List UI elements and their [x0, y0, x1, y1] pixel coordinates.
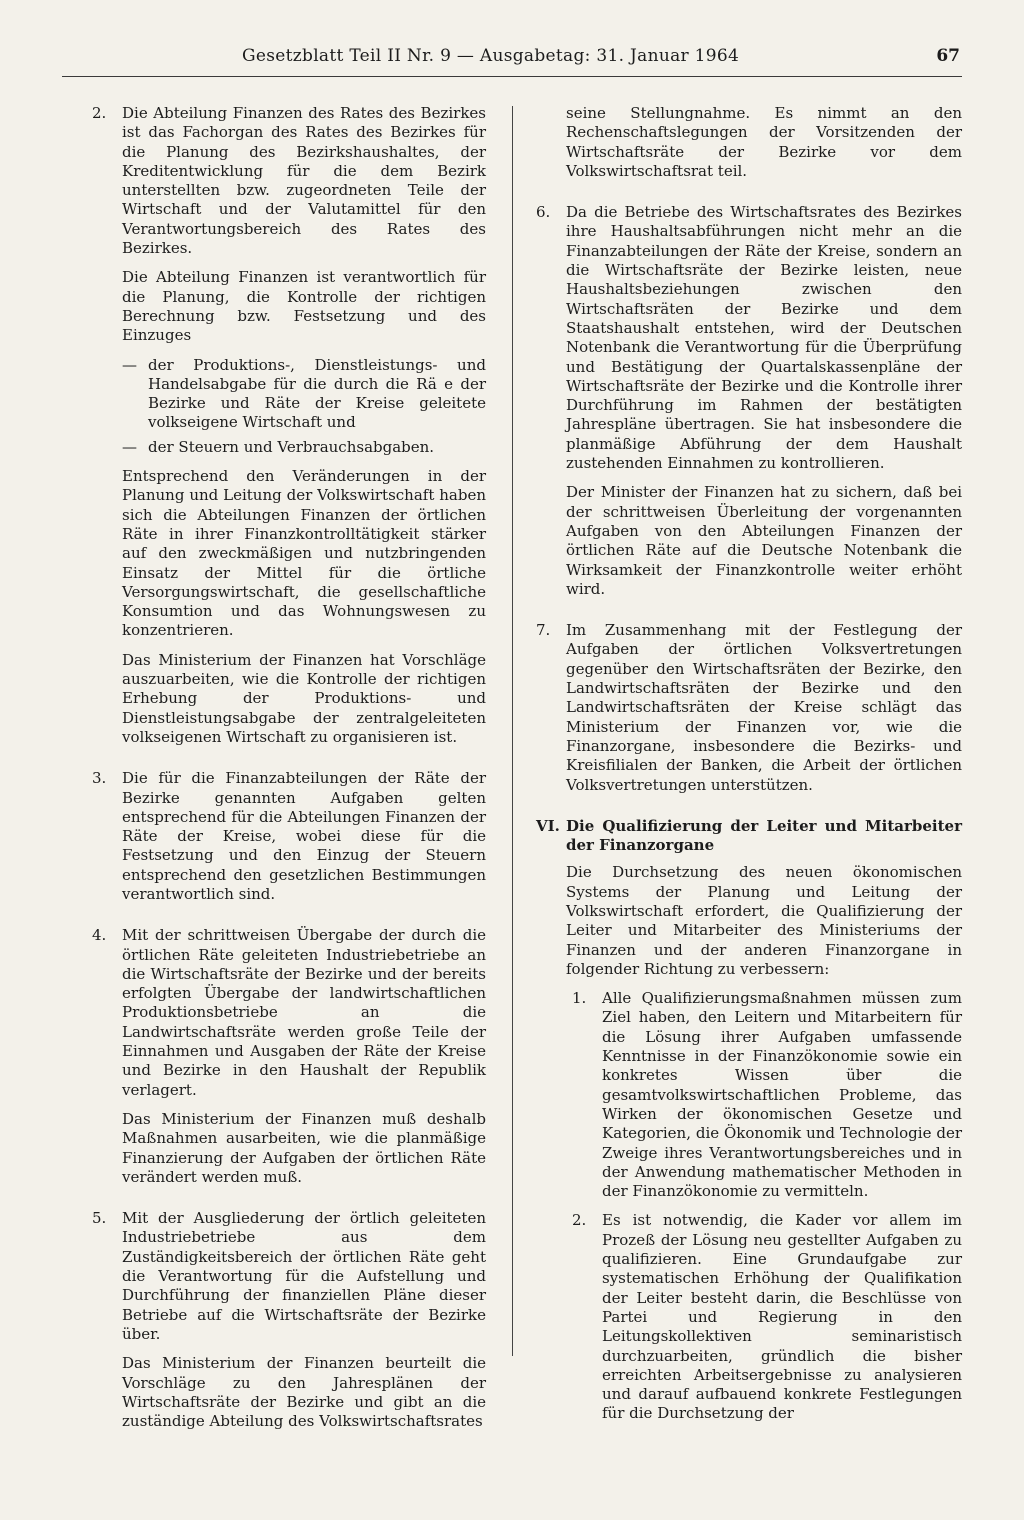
- page-number: 67: [936, 46, 960, 66]
- section-number: VI.: [536, 816, 560, 835]
- right-column: [536, 104, 962, 1434]
- paragraph: Der Minister der Finanzen hat zu sichern, daß bei der schrittweisen Überleitung der vorgenannten Aufgaben von den Abteilungen Finanzen der örtlichen Räte auf die Deutsche Notenbank die Wirksamkeit der Finanzkontrolle weiter erhöht wird.: [566, 483, 962, 598]
- item-number: 4.: [92, 926, 107, 945]
- sub-item-2: [566, 1211, 962, 1423]
- item-number: 5.: [92, 1209, 107, 1228]
- dash-list-item: — der Steuern und Verbrauchsabgaben.: [122, 438, 486, 457]
- dash-text: der Produktions-, Dienstleistungs- und Handelsabgabe für die durch die Rä e der Bezirke und Räte der Kreise geleitete volkseigene Wirtschaft und: [148, 355, 486, 432]
- item-number: 3.: [92, 769, 107, 788]
- item-number: 2.: [92, 104, 107, 122]
- item-3: [92, 769, 486, 914]
- item-7: [536, 621, 962, 805]
- paragraph: Das Ministerium der Finanzen beurteilt die Vorschläge zu den Jahresplänen der Wirtschaftsräte der Bezirke und gibt an die zuständige Abteilung des Volkswirtschaftsrates: [122, 1354, 486, 1431]
- dash-list-item: — der Produktions-, Dienstleistungs- und Handelsabgabe für die durch die Rä e der Bezirke und Räte der Kreise geleitete volkseigene Wirtschaft und: [122, 355, 486, 432]
- sub-item-number: 1.: [572, 989, 587, 1008]
- paragraph: Im Zusammenhang mit der Festlegung der Aufgaben der örtlichen Volksvertretungen gegenüber den Wirtschaftsräten der Bezirke, den Landwirtschaftsräten der Bezirke und den Landwirtschaftsräten der Kreise schlägt das Ministerium der Finanzen vor, wie die Finanzorgane, insbesondere die Bezirks- und Kreisfilialen der Banken, die Arbeit der örtlichen Volksvertretungen unterstützen.: [566, 621, 962, 794]
- item-number: 7.: [536, 621, 551, 640]
- sub-item-text: Es ist notwendig, die Kader vor allem im Prozeß der Lösung neu gestellter Aufgaben zu qualifizieren. Eine Grundaufgabe zur systematischen Erhöhung der Qualifikation der Leiter besteht darin, die Beschlüsse von Partei und Regierung in den Leitungskollektiven seminaristisch durchzuarbeiten, gründlich die bisher erreichten Arbeitsergebnisse zu analysieren und darauf aufbauend konkrete Festlegungen für die Durchsetzung der: [602, 1211, 962, 1423]
- header-title: Gesetzblatt Teil II Nr. 9 — Ausgabetag: 31. Januar 1964: [242, 46, 740, 66]
- left-column: [92, 104, 486, 1453]
- paragraph: Das Ministerium der Finanzen hat Vorschläge auszuarbeiten, wie die Kontrolle der richtigen Erhebung der Produktions- und Dienstleistungsabgabe der zentralgeleiteten volkseigenen Wirtschaft zu organisieren ist.: [122, 650, 486, 746]
- paragraph: Die Durchsetzung des neuen ökonomischen Systems der Planung und Leitung der Volkswirtschaft erfordert, die Qualifizierung der Leiter und Mitarbeiter des Ministeriums der Finanzen und der anderen Finanzorgane in folgender Richtung zu verbessern:: [566, 863, 962, 978]
- paragraph: Entsprechend den Veränderungen in der Planung und Leitung der Volkswirtschaft haben sich die Abteilungen Finanzen der örtlichen Räte in ihrer Finanzkontrolltätigkeit stärker auf den zweckmäßigen und nutzbringenden Einsatz der Mittel für die örtliche Versorgungswirtschaft, die gesellschaftliche Konsumtion und das Wohnungswesen zu konzentrieren.: [122, 467, 486, 640]
- paragraph: Mit der Ausgliederung der örtlich geleiteten Industriebetriebe aus dem Zuständigkeitsbereich der örtlichen Räte geht die Verantwortung für die Aufstellung und Durchführung der finanziellen Pläne dieser Betriebe auf die Wirtschaftsräte der Bezirke über.: [122, 1209, 486, 1343]
- sub-item-1: [566, 989, 962, 1201]
- section-title: Die Qualifizierung der Leiter und Mitarbeiter der Finanzorgane: [566, 816, 962, 855]
- item-6: [536, 203, 962, 609]
- paragraph: Die Abteilung Finanzen des Rates des Bezirkes ist das Fachorgan des Rates des Bezirkes für die Planung des Bezirkshaushaltes, der Kreditentwicklung für die dem Bezirk unterstellten bzw. zugeordneten Teile der Wirtschaft und der Valutamittel für den Verantwortungsbereich des Rates des Bezirkes.: [122, 104, 486, 258]
- paragraph: Das Ministerium der Finanzen muß deshalb Maßnahmen ausarbeiten, wie die planmäßige Finanzierung der Aufgaben der örtlichen Räte verändert werden muß.: [122, 1109, 486, 1186]
- item-number: 6.: [536, 203, 551, 222]
- paragraph: seine Stellungnahme. Es nimmt an den Rechenschaftslegungen der Vorsitzenden der Wirtschaftsräte der Bezirke vor dem Volkswirtschaftsrat teil.: [566, 104, 962, 180]
- column-divider: [512, 106, 513, 1356]
- paragraph: Die Abteilung Finanzen ist verantwortlich für die Planung, die Kontrolle der richtigen Berechnung bzw. Festsetzung und des Einzuges: [122, 268, 486, 345]
- sub-item-text: Alle Qualifizierungsmaßnahmen müssen zum Ziel haben, den Leitern und Mitarbeitern für die Lösung ihrer Aufgaben umfassende Kenntnisse in der Finanzökonomie sowie ein konkretes Wissen über die gesamtvolkswirtschaftlichen Probleme, das Wirken der ökonomischen Gesetze und Kategorien, die Ökonomik und Technologie der Zweige ihres Verantwortungsbereiches und in der Anwendung mathematischer Methoden in der Finanzökonomie zu vermitteln.: [602, 989, 962, 1201]
- section-vi: [536, 817, 962, 1424]
- page-header: [0, 44, 1024, 72]
- sub-item-number: 2.: [572, 1211, 587, 1230]
- item-5: [92, 1209, 486, 1441]
- section-heading: [536, 817, 962, 856]
- paragraph: Die für die Finanzabteilungen der Räte der Bezirke genannten Aufgaben gelten entsprechend für die Abteilungen Finanzen der Räte der Kreise, wobei diese für die Festsetzung und den Einzug der Steuern entsprechend den gesetzlichen Bestimmungen verantwortlich sind.: [122, 769, 486, 903]
- paragraph: Da die Betriebe des Wirtschaftsrates des Bezirkes ihre Haushaltsabführungen nicht mehr an die Finanzabteilungen der Räte der Kreise, sondern an die Wirtschaftsräte der Bezirke leisten, neue Haushaltsbeziehungen zwischen den Wirtschaftsräten der Bezirke und dem Staatshaushalt entstehen, wird der Deutschen Notenbank die Verantwortung für die Überprüfung und Bestätigung der Quartalskassenpläne der Wirtschaftsräte der Bezirke und die Kontrolle ihrer Durchführung im Rahmen der bestätigten Jahrespläne übertragen. Sie hat insbesondere die planmäßige Abführung der dem Haushalt zustehenden Einnahmen zu kontrollieren.: [566, 203, 962, 473]
- item-5-continued: [536, 104, 962, 191]
- header-rule: [62, 76, 962, 77]
- paragraph: Mit der schrittweisen Übergabe der durch die örtlichen Räte geleiteten Industriebetriebe an die Wirtschaftsräte der Bezirke und der bereits erfolgten Übergabe der landwirtschaftlichen Produktionsbetriebe an die Landwirtschaftsräte werden große Teile der Einnahmen und Ausgaben der Räte der Kreise und Bezirke in den Haushalt der Republik verlagert.: [122, 926, 486, 1099]
- item-4: [92, 926, 486, 1197]
- item-2: [92, 104, 486, 757]
- dash-text: der Steuern und Verbrauchsabgaben.: [148, 437, 435, 456]
